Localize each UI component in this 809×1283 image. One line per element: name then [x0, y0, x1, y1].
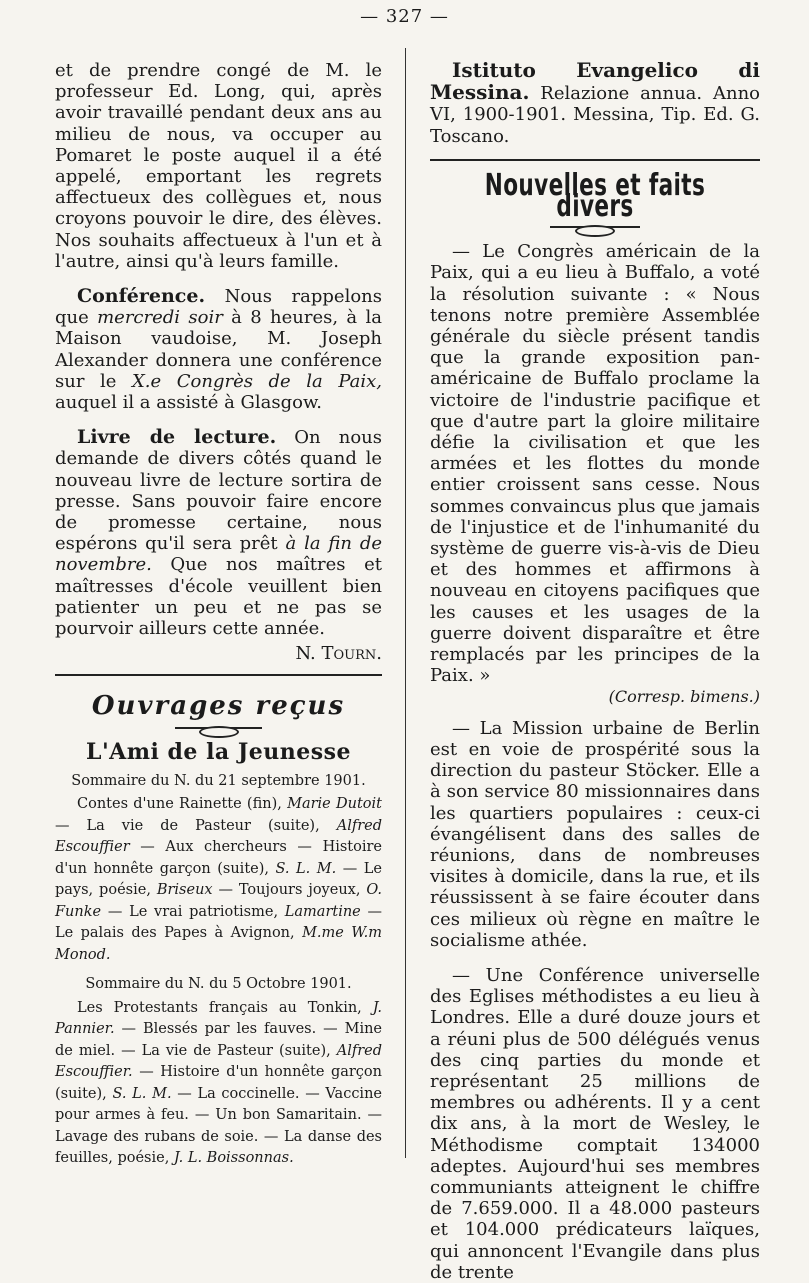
- author: Alfred Escouffier.: [55, 1042, 382, 1081]
- sommaire-heading: Sommaire du N. du 21 septembre 1901.: [71, 772, 366, 789]
- text: Que nos maîtres et maîtresses d'école veuillent bien patienter un peu et ne pas se pourvoir ailleurs cette année.: [55, 554, 382, 640]
- nouvelles-heading: Nouvelles et faits divers: [484, 167, 706, 225]
- text: On nous demande de divers côtés quand le nouveau livre de lecture sortira de presse. Sans pouvoir faire encore de promesse certaine, nous espérons qu'il sera prêt: [55, 427, 382, 555]
- livre-heading: Livre de lecture.: [77, 426, 277, 449]
- news-item-congres: — Le Congrès américain de la Paix, qui a eu lieu à Buffalo, a voté la résolution suivante : « Nous tenons notre première Assemblée générale du siècle présent tandis que la grande exposition pan-américaine de Buffalo proclame la victoire de l'industrie pacifique et que d'autre part la gloire militaire défie la civilisation et que les armées et les flottes du monde entier croissent sans cesse. Nous sommes convaincus plus que jamais de l'injustice et de l'inhumanité du système de guerre vis-à-vis de Dieu et des hommes et affirmons à nouveau en citoyens pacifiques que les causes et les usages de la guerre doivent disparaître et être remplacés par les principes de la Paix. »: [430, 241, 760, 687]
- text: Relazione annua. Anno VI, 1900-1901. Messina, Tip. Ed. G. Toscano.: [430, 83, 760, 147]
- text: — Aux chercheurs — Histoire d'un honnête garçon (suite),: [55, 839, 382, 877]
- author: S. L. M.: [275, 860, 337, 877]
- section-rule: [430, 159, 760, 161]
- page-number: — 327 —: [360, 6, 449, 27]
- author: Lamartine: [284, 903, 361, 920]
- text: Les Protestants français au Tonkin,: [77, 999, 373, 1016]
- author: Marie Dutoit: [287, 796, 382, 813]
- paragraph-farewell: et de prendre congé de M. le professeur Ed. Long, qui, après avoir travaillé pendant deux ans au milieu de nous, va occuper au Pomaret le poste auquel il a été appelé, emportant les regrets affectueux des collègues et, nous croyons pouvoir le dire, des élèves. Nos souhaits affectueux à l'un et à l'autre, ainsi qu'à leurs famille.: [55, 60, 382, 272]
- news-source: (Corresp. bimens.): [608, 687, 760, 707]
- text: à 8 heures, à la Maison vaudoise, M. Joseph Alexander donnera une conférence sur le: [55, 307, 382, 392]
- paragraph-istituto: [430, 60, 760, 147]
- author: M.me W.m Monod.: [55, 925, 383, 963]
- conference-heading: Conférence.: [77, 285, 206, 308]
- signature: N. Tourn.: [295, 643, 382, 665]
- news-item-methodistes: — Une Conférence universelle des Eglises méthodistes a eu lieu à Londres. Elle a duré douze jours et a réuni plus de 500 délégués venus des cinq parties du monde et représentant 25 millions de membres ou adhérents. Il y a cent dix ans, à la mort de Wesley, le Méthodisme comptait 134000 adeptes. Aujourd'hui ses membres communiants atteignent le chiffre de 7.659.000. Il a 48.000 pasteurs et 104.000 prédicateurs laïques, qui annoncent l'Evangile dans plus de trente: [430, 964, 760, 1283]
- ouvrages-heading: Ouvrages reçus: [91, 691, 346, 722]
- author: Alfred Escouffier: [55, 817, 382, 856]
- paragraph-livre: [55, 427, 382, 639]
- text: Nous rappelons que: [55, 286, 382, 329]
- sommaires: [55, 771, 382, 1170]
- author: O. Funke: [55, 882, 382, 920]
- text: — Le pays, poésie,: [55, 860, 382, 899]
- sommaire-heading: Sommaire du N. du 5 Octobre 1901.: [85, 976, 352, 993]
- sommaire-text: [55, 998, 382, 1170]
- text: mercredi soir: [97, 307, 223, 329]
- text: — Le vrai patriotisme,: [101, 903, 285, 920]
- news-item-berlin: — La Mission urbaine de Berlin est en voie de prospérité sous la direction du pasteur Stöcker. Elle a à son service 80 missionnaires dans les quartiers populaires : ceux-ci évangélisent dans des salles de réunions, dans de nombreuses visites à domicile, dans la rue, et ils réussissent à se faire écouter dans ces milieux où règne en maître le socialisme athée.: [430, 717, 760, 951]
- sommaire-text: [55, 794, 382, 966]
- ami-title: L'Ami de la Jeunesse: [85, 738, 352, 765]
- paragraph-conference: [55, 286, 382, 413]
- istituto-heading: Istituto Evangelico di Messina.: [430, 58, 760, 105]
- author: Briseux: [156, 882, 213, 899]
- author: J. L. Boissonnas.: [173, 1150, 294, 1167]
- text: à la fin de novembre.: [55, 533, 382, 576]
- author: S. L. M.: [112, 1085, 172, 1102]
- text: X.e Congrès de la Paix,: [131, 370, 382, 392]
- text: auquel il a assisté à Glasgow.: [55, 392, 322, 414]
- left-column: [55, 60, 382, 1170]
- ornament-divider: [430, 221, 760, 233]
- text: — La coccinelle. — Vaccine pour armes à feu. — Un bon Samaritain. — Lavage des rubans de soie. — La danse des feuilles, poésie,: [55, 1085, 382, 1167]
- section-rule: [55, 674, 382, 676]
- author: J. Pannier.: [55, 999, 382, 1038]
- text: — La vie de Pasteur (suite),: [55, 817, 337, 834]
- text: — Blessés par les fauves. — Mine de miel. — La vie de Pasteur (suite),: [55, 1021, 382, 1059]
- text: Contes d'une Rainette (fin),: [77, 796, 288, 813]
- right-column: [430, 60, 760, 1283]
- ornament-divider: [55, 722, 382, 734]
- column-divider: [405, 48, 406, 1158]
- text: — Le palais des Papes à Avignon,: [55, 903, 382, 942]
- text: — Histoire d'un honnête garçon (suite),: [55, 1064, 382, 1102]
- text: — Toujours joyeux,: [212, 882, 367, 899]
